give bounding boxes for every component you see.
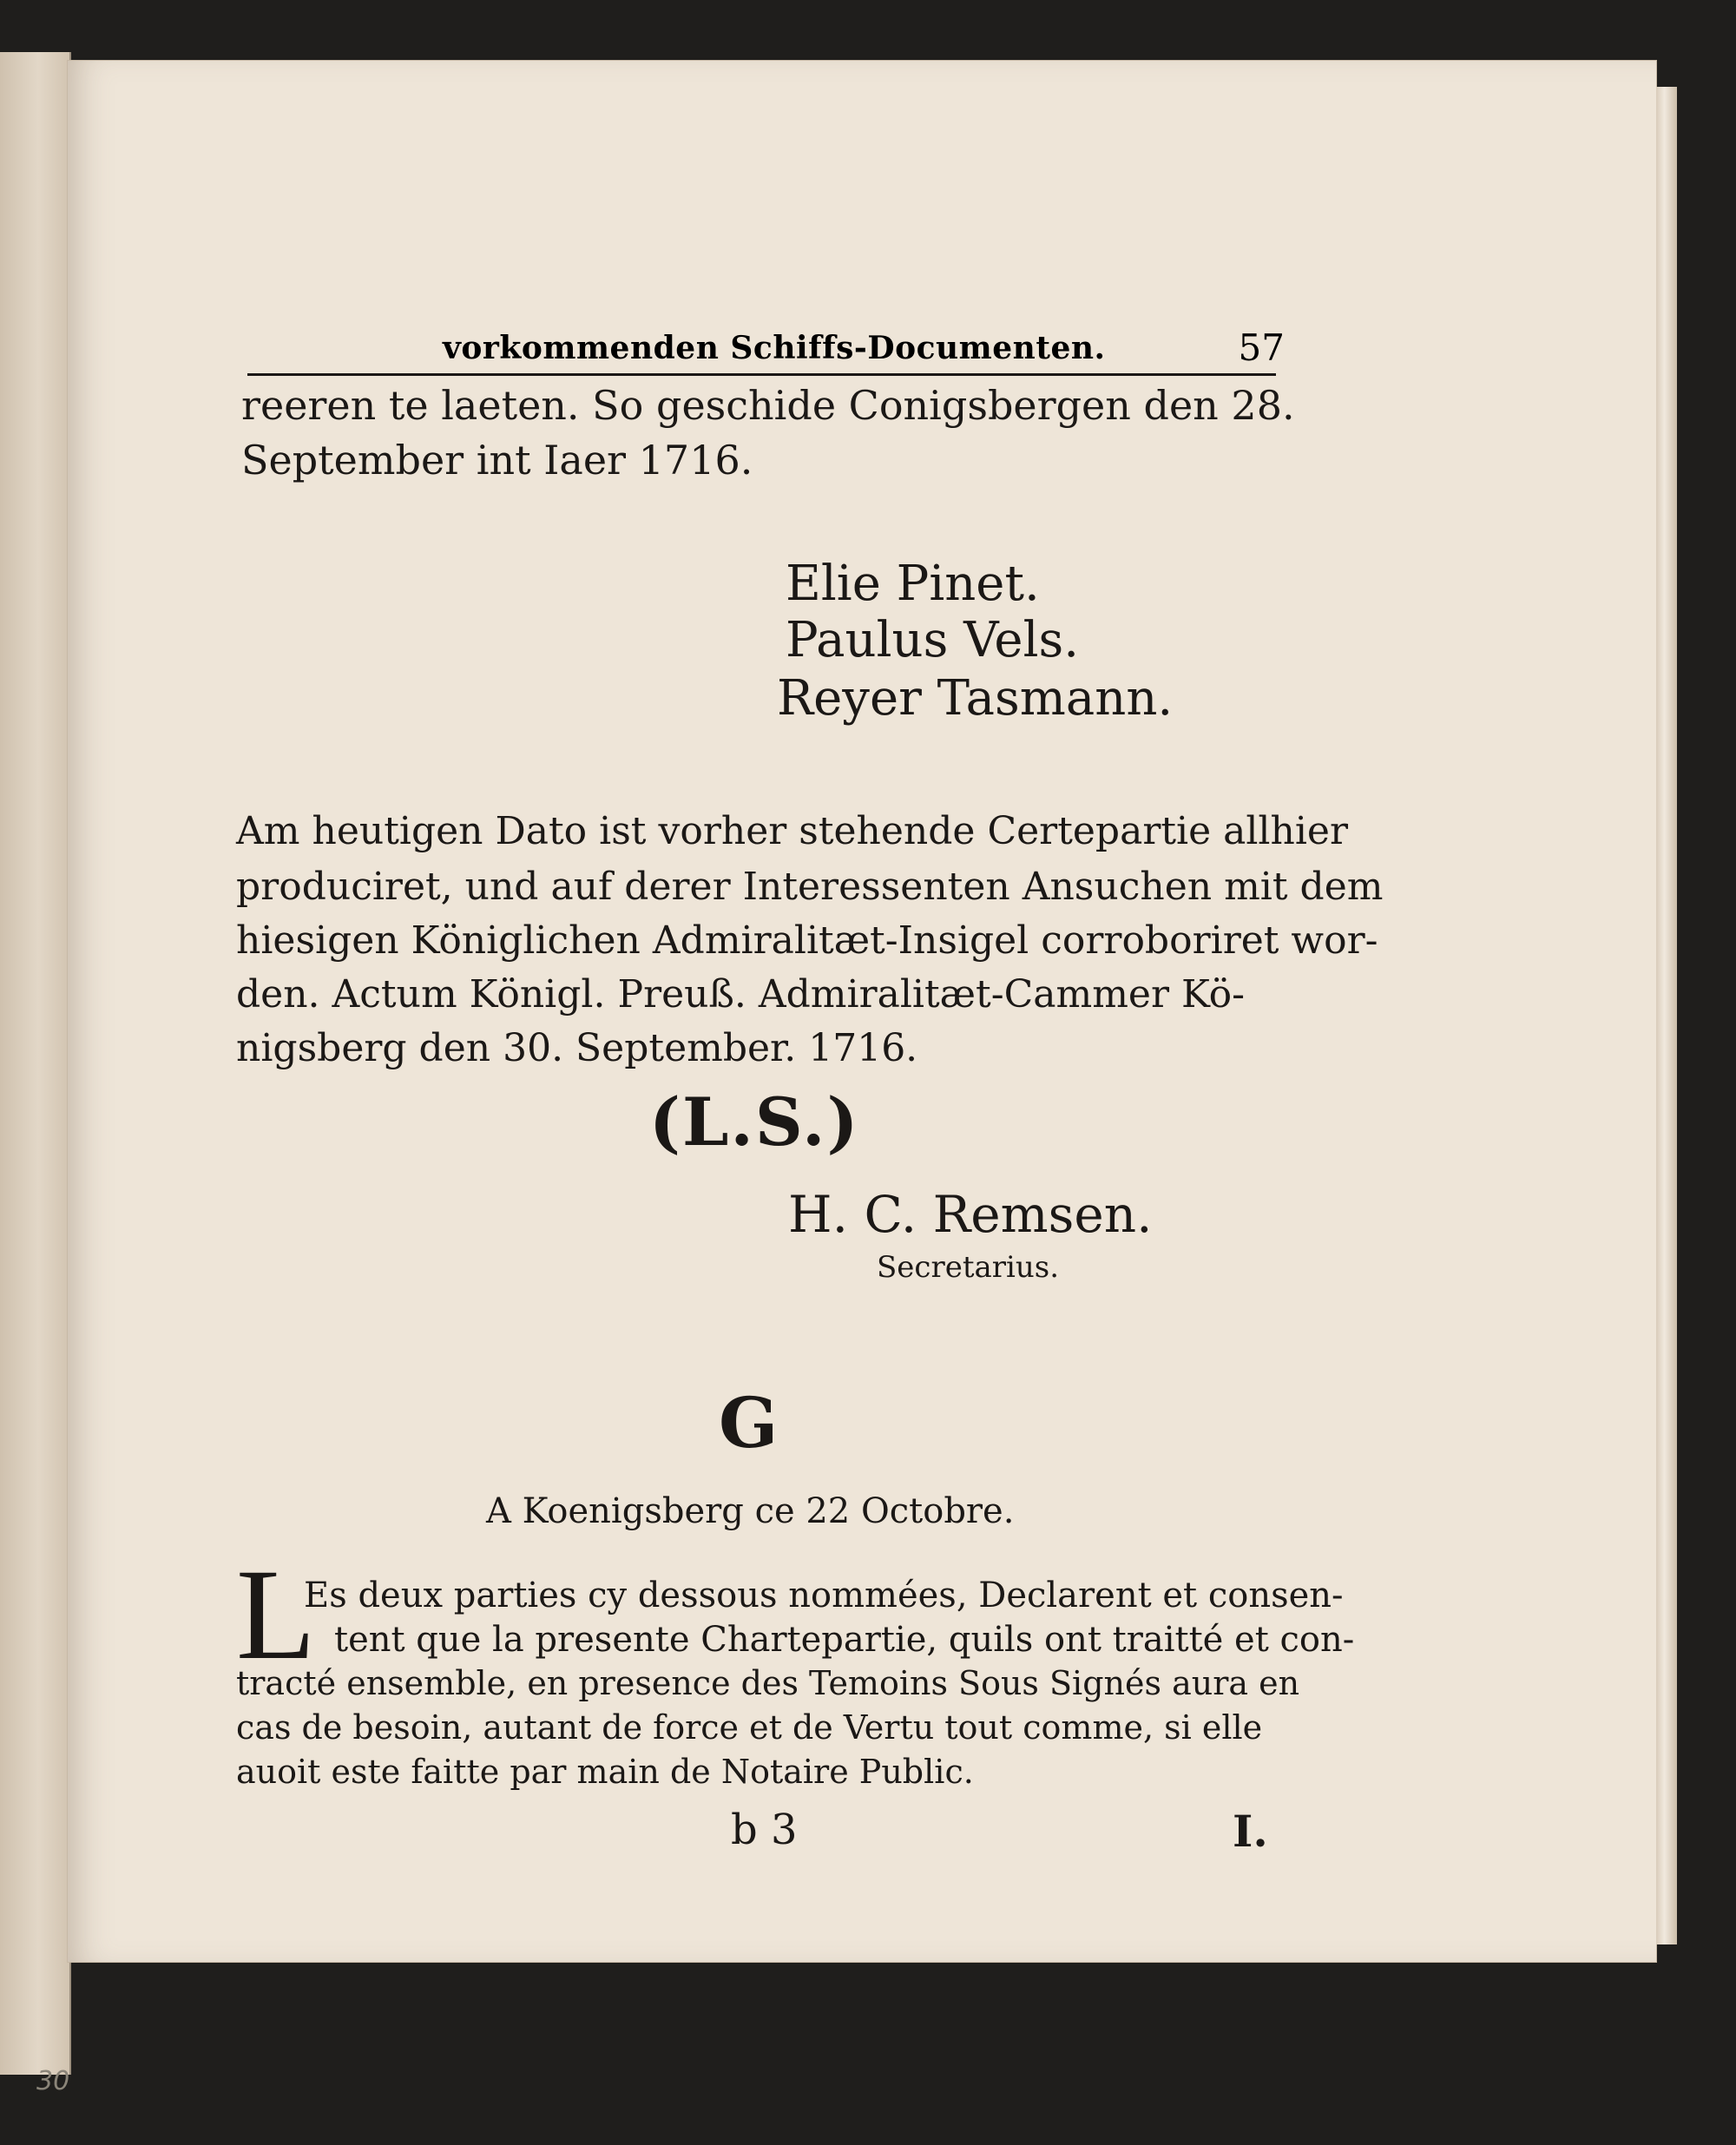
signature-mark: b 3: [731, 1806, 798, 1854]
certification-line-5: nigsberg den 30. September. 1716.: [236, 1026, 918, 1070]
signer-title: Secretarius.: [877, 1250, 1060, 1285]
dateline: A Koenigsberg ce 22 Octobre.: [486, 1491, 1015, 1531]
certification-line-3: hiesigen Königlichen Admiralitæt-Insigel corroboriret wor-: [236, 918, 1378, 963]
opening-line-1: reeren te laeten. So geschide Conigsbergen den 28.: [241, 382, 1295, 429]
french-line-4: cas de besoin, autant de force et de Vertu tout comme, si elle: [236, 1708, 1263, 1747]
margin-number: 30: [36, 2066, 70, 2096]
french-line-2: tent que la presente Chartepartie, quils ont traitté et con-: [334, 1620, 1355, 1660]
certification-line-4: den. Actum Königl. Preuß. Admiralitæt-Cammer Kö-: [236, 972, 1246, 1017]
signatory-3: Reyer Tasmann.: [777, 670, 1174, 727]
facing-page-edge: [0, 52, 71, 2075]
running-head: [247, 326, 1285, 376]
certification-line-2: produciret, und auf derer Interessenten Ansuchen mit dem: [236, 865, 1384, 909]
french-line-3: tracté ensemble, en presence des Temoins Sous Signés aura en: [236, 1664, 1300, 1702]
section-letter: G: [719, 1382, 779, 1464]
french-line-1: Es deux parties cy dessous nommées, Declarent et consen-: [304, 1576, 1344, 1615]
french-line-5: auoit este faitte par main de Notaire Public.: [236, 1753, 974, 1791]
catchword: I.: [1233, 1806, 1268, 1857]
page-stack-edge: [1656, 87, 1677, 1944]
signatory-2: Paulus Vels.: [786, 612, 1080, 668]
seal-mark: (L.S.): [649, 1083, 860, 1161]
signatory-1: Elie Pinet.: [786, 556, 1040, 612]
page-number: 57: [1238, 326, 1285, 369]
drop-cap: L: [236, 1543, 316, 1687]
certification-line-1: Am heutigen Dato ist vorher stehende Certepartie allhier: [236, 809, 1348, 853]
opening-line-2: September int Iaer 1716.: [241, 437, 753, 484]
signer-name: H. C. Remsen.: [788, 1185, 1153, 1244]
running-head-title: vorkommenden Schiffs-Documenten.: [443, 330, 1106, 366]
